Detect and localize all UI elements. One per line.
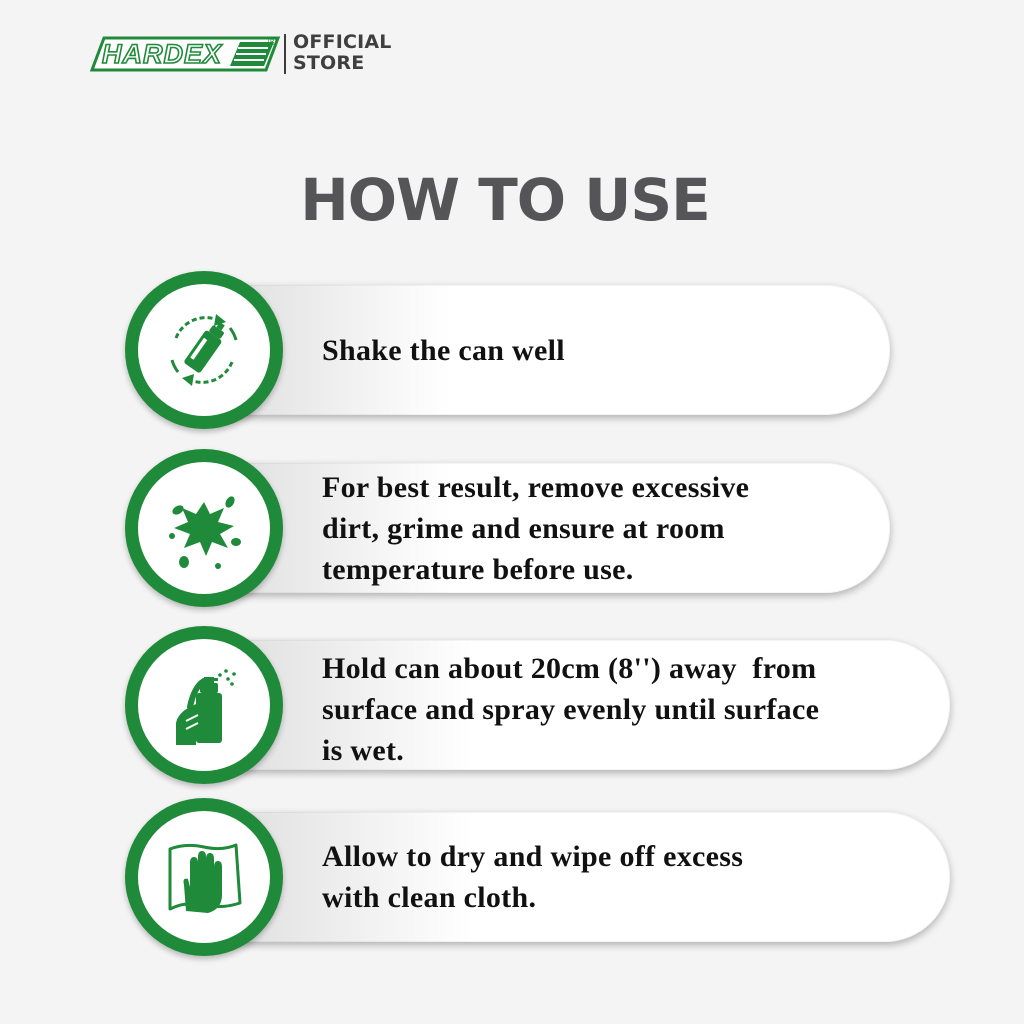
step-2-line-2: dirt, grime and ensure at room: [322, 512, 725, 545]
step-icon-badge-3: [125, 626, 283, 784]
spray-can-hand-icon: [156, 657, 252, 753]
registered-mark: ®: [268, 36, 277, 48]
store-label-line2: STORE: [293, 52, 365, 74]
step-2-line-3: temperature before use.: [322, 553, 634, 586]
step-text-3: [322, 648, 819, 771]
step-icon-badge-1: [125, 271, 283, 429]
step-text-2: [322, 467, 749, 590]
step-1-line-1: Shake the can well: [322, 334, 565, 367]
brand-logo: [90, 34, 280, 74]
page-title: HOW TO USE: [300, 166, 710, 234]
step-icon-badge-4: [125, 798, 283, 956]
wipe-cloth-hand-icon: [156, 829, 252, 925]
step-4-line-1: Allow to dry and wipe off excess: [322, 840, 744, 873]
step-icon-badge-2: [125, 449, 283, 607]
step-3-line-1: Hold can about 20cm (8'') away from: [322, 652, 817, 685]
step-4-line-2: with clean cloth.: [322, 881, 537, 914]
shake-can-icon: [156, 302, 252, 398]
step-3-line-3: is wet.: [322, 734, 405, 767]
step-text-1: [322, 330, 565, 371]
step-2-line-1: For best result, remove excessive: [322, 471, 750, 504]
dirt-splat-icon: [156, 480, 252, 576]
step-text-4: [322, 836, 743, 918]
official-store-label: [293, 32, 392, 74]
step-3-line-2: surface and spray evenly until surface: [322, 693, 820, 726]
logo-text: HARDEX: [102, 39, 223, 69]
store-label-line1: OFFICIAL: [293, 31, 392, 53]
logo-divider: [284, 34, 286, 74]
